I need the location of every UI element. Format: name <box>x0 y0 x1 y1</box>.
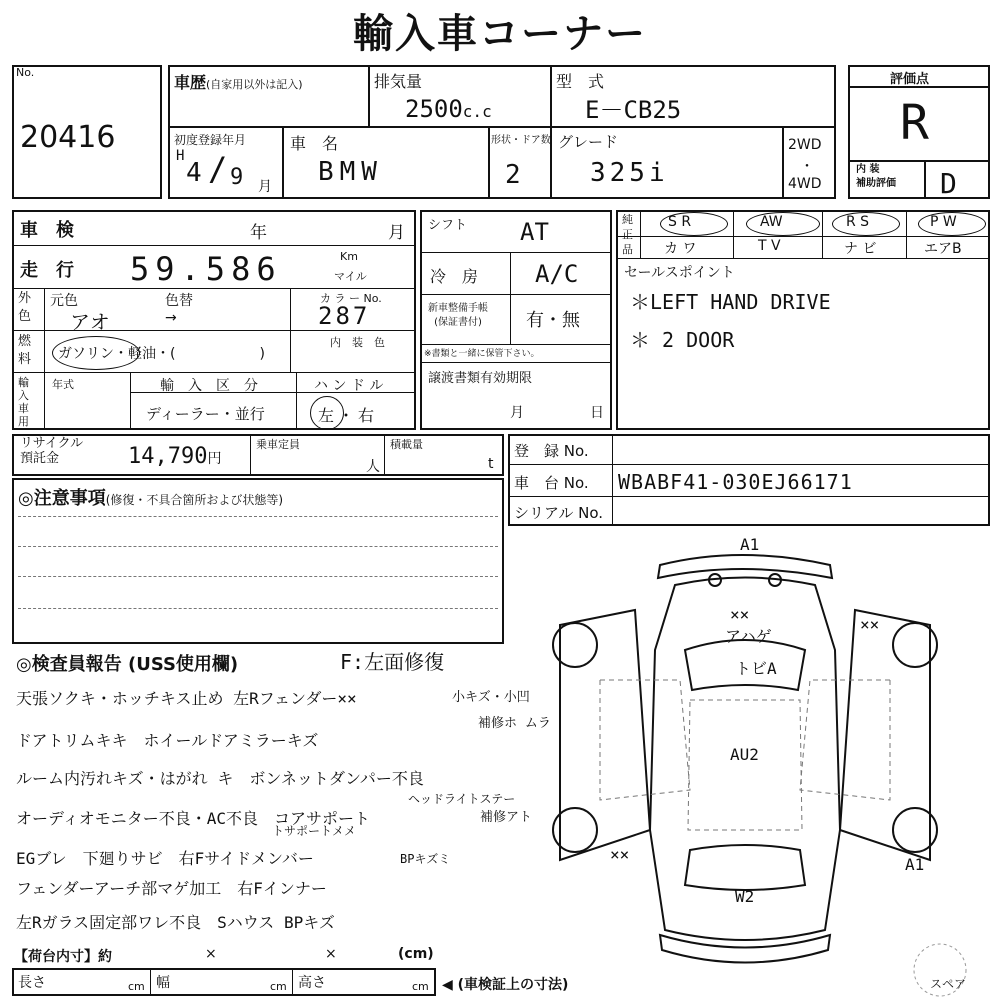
displacement-value: 2500c.c <box>405 95 492 123</box>
dim-width-unit: cm <box>270 980 287 993</box>
equip-leather: カ ワ <box>664 241 697 257</box>
report-line-3: ルーム内汚れキズ・はがれ キ ボンネットダンパー不良 <box>16 769 424 788</box>
sales-point-2: ＊ 2 DOOR <box>630 328 735 352</box>
dim-width: 幅 <box>156 975 170 991</box>
first-reg-label: 初度登録年月 <box>174 133 247 147</box>
car-name-value: BMW <box>318 157 383 187</box>
mileage-value: 59.586 <box>130 250 282 288</box>
mileage-label: 走 行 <box>20 260 74 281</box>
import-class-label: 輸 入 区 分 <box>160 378 258 394</box>
mileage-unit-km: Km <box>340 250 358 263</box>
grade-label: グレード <box>558 133 619 151</box>
report-side-2: 補修ホ ムラ <box>478 716 551 731</box>
transfer-label: 譲渡書類有効期限 <box>428 371 533 386</box>
dim-height-unit: cm <box>412 980 429 993</box>
inspection-month-unit: 月 <box>388 223 405 243</box>
load-unit: t <box>488 456 494 472</box>
manual-value: 有・無 <box>526 310 580 331</box>
color-orig-label: 元色 <box>50 293 78 309</box>
report-side-6: BPキズミ <box>400 852 451 866</box>
mark-right-xx: ×× <box>860 615 880 634</box>
interior-color-label: 内 装 色 <box>330 336 385 349</box>
dims-note: ◀ (車検証上の寸法) <box>442 977 569 993</box>
first-reg-slash: / <box>208 150 228 188</box>
model-label: 型 式 <box>556 72 605 91</box>
first-reg-month-unit: 月 <box>258 179 272 195</box>
chassis-value: WBABF41-030EJ66171 <box>618 470 853 494</box>
cargo-x2: × <box>325 946 337 962</box>
import-year-label: 年式 <box>52 378 74 391</box>
car-name-label: 車 名 <box>290 134 339 153</box>
import-class-value: ディーラー・並行 <box>146 405 265 423</box>
recycle-label: リサイクル 預託金 <box>20 436 84 466</box>
report-line-6: フェンダーアーチ部マゲ加工 右Fインナー <box>16 879 327 898</box>
equip-pw-circle <box>918 212 986 236</box>
equip-rs: R S <box>846 214 870 230</box>
mark-trunk-w2: W2 <box>735 887 755 906</box>
mark-windshield: トビA <box>735 659 777 678</box>
fuel-gasoline-circle <box>52 336 140 370</box>
recycle-value: 14,790円 <box>128 444 222 469</box>
report-title-hand: F:左面修復 <box>340 650 445 674</box>
sales-points-label: セールスポイント <box>624 265 735 281</box>
score-label: 評価点 <box>890 72 930 87</box>
report-line-4: オーディオモニター不良・AC不良 コアサポート <box>16 809 370 828</box>
cargo-unit: (cm) <box>398 946 434 962</box>
shift-value: AT <box>520 218 549 246</box>
spare-label: スペア <box>930 977 967 991</box>
color-change-label: 色替 <box>165 293 193 309</box>
manual-note: ※書類と一緒に保管下さい。 <box>424 349 540 359</box>
model-value: E－CB25 <box>585 96 682 124</box>
transfer-day: 日 <box>590 405 604 421</box>
fuel-text: ガソリン・軽油・( ) <box>58 346 265 362</box>
equip-rs-circle <box>832 212 900 236</box>
equip-pw: P W <box>930 214 957 230</box>
import-side-label: 輸 入 車 用 <box>18 376 29 428</box>
history-label: 車歴(自家用以外は記入) <box>174 73 303 92</box>
equip-airbag: エアB <box>924 241 962 257</box>
equip-aw-circle <box>746 212 820 236</box>
dim-length-unit: cm <box>128 980 145 993</box>
mark-hood-hage: アハゲ <box>725 627 772 646</box>
report-side-1: 小キズ・小凹 <box>452 690 530 705</box>
chassis-label: 車 台 No. <box>514 474 589 492</box>
report-title: ◎検査員報告 (USS使用欄) <box>16 654 239 675</box>
capacity-unit: 人 <box>366 459 380 475</box>
serial-label: シリアル No. <box>514 504 604 522</box>
grade-value: 325i <box>590 158 669 188</box>
report-side-4: 補修アト <box>480 810 533 825</box>
mark-roof: AU2 <box>730 745 759 764</box>
report-line-2: ドアトリムキキ ホイールドアミラーキズ <box>16 731 319 750</box>
page-title: 輸入車コーナー <box>353 11 647 57</box>
notes-title: ◎注意事項(修復・不具合箇所および状態等) <box>18 488 284 509</box>
load-label: 積載量 <box>390 438 423 451</box>
equip-aw: AW <box>760 214 783 230</box>
doors-label: 形状・ドア数 <box>491 135 551 146</box>
report-line-1: 天張ソクキ・ホッチキス止め 左Rフェンダー×× <box>16 689 357 708</box>
mileage-unit-mile: マイル <box>334 270 367 283</box>
shift-label: シフト <box>428 218 468 233</box>
report-line-7: 左Rガラス固定部ワレ不良 Sハウス BPキズ <box>16 913 335 932</box>
lot-number: 20416 <box>20 120 116 155</box>
handle-value: 左・右 <box>318 406 379 425</box>
handle-left-circle <box>310 396 344 430</box>
drive-dot: ・ <box>800 159 814 175</box>
report-side-5: トサポートメメ <box>272 824 356 838</box>
equipment-label: 純 正 品 <box>622 213 633 256</box>
dims-row <box>12 968 436 996</box>
inspection-label: 車 検 <box>20 220 74 241</box>
mark-hood-xx: ×× <box>730 605 750 624</box>
lot-label: No. <box>16 66 35 79</box>
color-change-value: → <box>165 310 177 326</box>
doors-value: 2 <box>505 160 521 190</box>
equip-tv: T V <box>758 238 781 254</box>
cargo-label: 【荷台内寸】約 <box>14 949 112 965</box>
color-side-label: 外 色 <box>18 291 32 324</box>
first-reg-month: 9 <box>230 165 244 190</box>
report-side-3: ヘッドライトステー <box>408 792 516 806</box>
interior-score-value: D <box>940 167 957 200</box>
mark-front-a1: A1 <box>740 535 760 554</box>
mark-left-xx: ×× <box>610 845 630 864</box>
interior-score-label: 内 装 補助評価 <box>856 164 896 189</box>
aircon-label: 冷 房 <box>430 267 479 286</box>
color-orig-value: アオ <box>70 310 110 334</box>
aircon-value: A/C <box>535 260 579 288</box>
dim-length: 長さ <box>18 975 46 991</box>
handle-label: ハ ン ド ル <box>314 378 384 394</box>
report-line-5: EGブレ 下廻りサビ 右Fサイドメンバー <box>16 849 314 868</box>
score-value: R <box>900 95 929 151</box>
manual-label: 新車整備手帳 (保証書付) <box>428 303 488 328</box>
first-reg-era: H <box>176 148 185 164</box>
equip-sr-circle <box>660 212 728 236</box>
mark-rear-a1: A1 <box>905 855 925 874</box>
registration-label: 登 録 No. <box>514 442 589 460</box>
dim-height: 高さ <box>298 975 326 991</box>
sales-point-1: ＊LEFT HAND DRIVE <box>630 290 831 314</box>
capacity-label: 乗車定員 <box>256 438 300 451</box>
first-reg-year: 4 <box>186 158 202 188</box>
equip-navi: ナ ビ <box>844 241 877 257</box>
fuel-side-label: 燃 料 <box>18 334 32 367</box>
drive-4wd: 4WD <box>788 176 822 192</box>
displacement-label: 排気量 <box>374 72 423 91</box>
car-damage-diagram <box>540 530 1000 1000</box>
drive-2wd: 2WD <box>788 137 822 153</box>
transfer-month: 月 <box>510 405 524 421</box>
equip-sr: S R <box>668 214 692 230</box>
cargo-x1: × <box>205 946 217 962</box>
color-code-label: カ ラ ー No. <box>320 292 382 305</box>
color-code-value: 287 <box>318 302 371 330</box>
inspection-year-unit: 年 <box>250 223 267 243</box>
